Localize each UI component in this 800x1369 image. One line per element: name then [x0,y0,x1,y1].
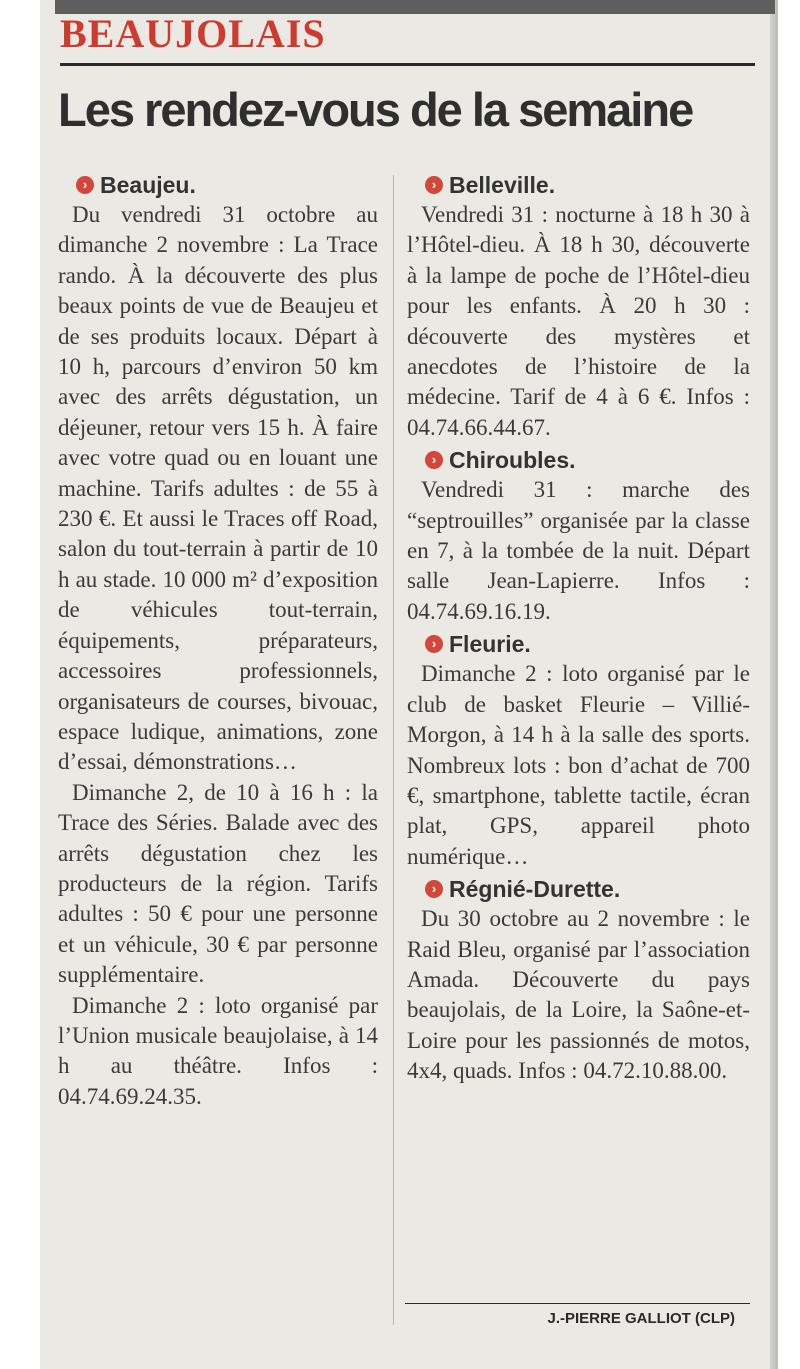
paragraph: Dimanche 2 : loto organisé par le club de basket Fleurie – Villié-Morgon, à 14 h à la salle des sports. Nombreux lots : bon d’achat de 700 €, smartphone, tablette tactile, écran plat, GPS, appareil photo numérique… [407,661,750,869]
town-name: Belleville. [449,172,556,198]
paragraph: Vendredi 31 : nocturne à 18 h 30 à l’Hôtel-dieu. À 18 h 30, découverte à la lampe de poche de l’Hôtel-dieu pour les enfants. À 20 h 30 : découverte des mystères et anecdotes de l’histoire de la médecine. Tarif de 4 à 6 €. Infos : 04.74.66.44.67. [407,202,750,440]
town-name: Régnié-Durette. [449,876,621,903]
section-heading-belleville [407,170,750,200]
section-beaujeu [58,170,378,1112]
section-belleville [407,170,750,443]
rubric-rule [60,63,755,66]
arrow-right-circle-icon: › [425,880,443,898]
arrow-right-circle-icon: › [425,176,443,194]
section-heading-fleurie [407,629,750,659]
section-regnie-durette [407,874,750,1086]
arrow-right-circle-icon: › [76,176,94,194]
page-headline: Les rendez-vous de la semaine [58,83,693,136]
section-heading-chiroubles [407,445,750,475]
arrow-right-circle-icon: › [425,451,443,469]
town-name: Chiroubles. [449,447,576,474]
left-column [58,170,378,1114]
section-fleurie [407,629,750,872]
paragraph: Dimanche 2 : loto organisé par l’Union musicale beaujolaise, à 14 h au théâtre. Infos : 04.74.69.24.35. [58,992,378,1109]
section-chiroubles [407,445,750,627]
byline: J.-PIERRE GALLIOT (CLP) [547,1310,735,1327]
byline-rule [405,1303,750,1304]
arrow-right-circle-icon: › [425,635,443,653]
page-edge-shadow [770,0,778,1369]
section-rubric: BEAUJOLAIS [60,11,326,56]
column-divider [393,175,394,1325]
section-heading-beaujeu [58,170,378,200]
right-column [407,170,750,1089]
town-name: Fleurie. [449,631,531,658]
paragraph: Vendredi 31 : marche des “septrouilles” organisée par la classe en 7, à la tombée de la nuit. Départ salle Jean-Lapierre. Infos : 04.74.69.16.19. [407,477,750,624]
paragraph: Du 30 octobre au 2 novembre : le Raid Bleu, organisé par l’association Amada. Découverte du pays beaujolais, de la Loire, la Saône-et-Loire pour les passionnés de motos, 4x4, quads. Infos : 04.72.10.88.00. [407,906,750,1084]
town-name: Beaujeu. [100,172,196,198]
paragraph: Dimanche 2, de 10 à 16 h : la Trace des Séries. Balade avec des arrêts dégustation chez les producteurs de la région. Tarifs adultes : 50 € pour une personne et un véhicule, 30 € par personne supplémentaire. [58,779,378,988]
section-heading-regnie-durette [407,874,750,904]
paragraph: Du vendredi 31 octobre au dimanche 2 novembre : La Trace rando. À la découverte des plus beaux points de vue de Beaujeu et de ses produits locaux. Départ à 10 h, parcours d’environ 50 km avec des arrêts dégustation, un déjeuner, retour vers 15 h. À faire avec votre quad ou en louant une machine. Tarifs adultes : de 55 à 230 €. Et aussi le Traces off Road, salon du tout-terrain à partir de 10 h au stade. 10 000 m² d’exposition de véhicules tout-terrain, équipements, préparateurs, accessoires professionnels, organisateurs de courses, bivouac, espace ludique, animations, zone d’essai, démonstrations… [58,202,378,775]
